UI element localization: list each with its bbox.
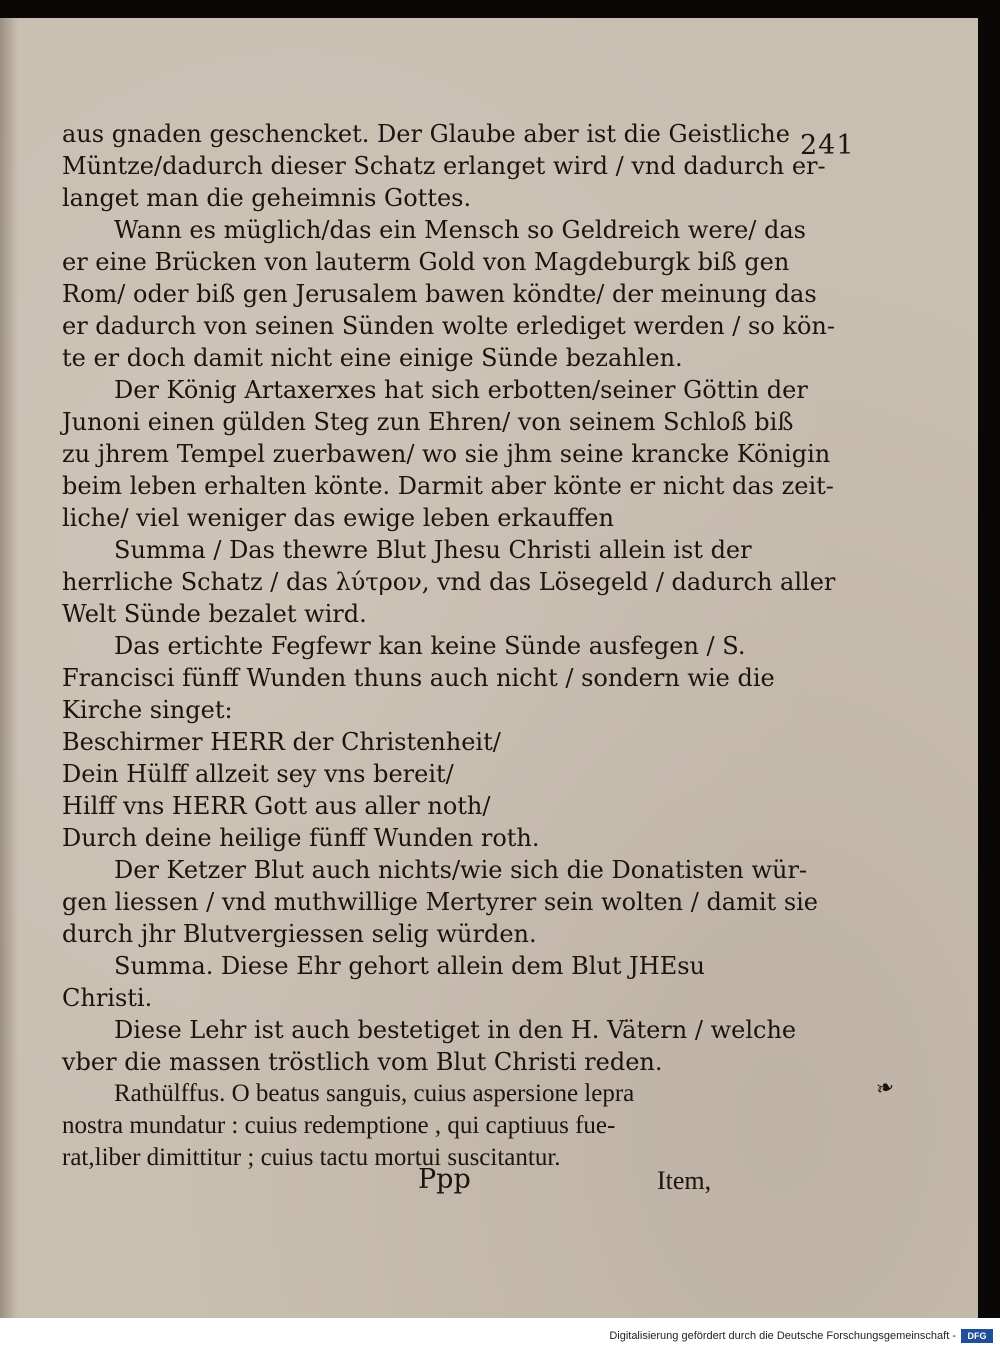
footer-bar <box>0 1318 1000 1355</box>
text-line: te er doch damit nicht eine einige Sünde bezahlen. <box>62 344 683 372</box>
text-line: langet man die geheimnis Gottes. <box>62 184 472 212</box>
text-line: er eine Brücken von lauterm Gold von Magdeburgk biß gen <box>62 248 790 276</box>
text-line: Junoni einen gülden Steg zun Ehren/ von seinem Schloß biß <box>62 408 794 436</box>
text-line: zu jhrem Tempel zuerbawen/ wo sie jhm seine krancke Königin <box>62 440 831 468</box>
text-line: Summa. Diese Ehr gehort allein dem Blut JHEsu <box>114 952 706 980</box>
text-line: Wann es müglich/das ein Mensch so Geldreich were/ das <box>114 216 806 244</box>
latin-line: nostra mundatur : cuius redemptione , qui captiuus fue- <box>62 1112 616 1139</box>
scanned-page <box>0 18 978 1318</box>
dfg-logo: DFG <box>961 1329 993 1343</box>
text-line: Rom/ oder biß gen Jerusalem bawen köndte/ der meinung das <box>62 280 817 308</box>
text-line: Diese Lehr ist auch bestetiget in den H. Vätern / welche <box>114 1016 797 1044</box>
text-line: Christi. <box>62 984 153 1012</box>
latin-line: rat,liber dimittitur ; cuius tactu mortui suscitantur. <box>62 1144 561 1171</box>
hymn-line: Hilff vns HERR Gott aus aller noth/ <box>62 792 491 820</box>
text-line: gen liessen / vnd muthwillige Mertyrer sein wolten / damit sie <box>62 888 819 916</box>
hymn-line: Beschirmer HERR der Christenheit/ <box>62 728 501 756</box>
text-line: Francisci fünff Wunden thuns auch nicht / sondern wie die <box>62 664 775 692</box>
text-line: Der Ketzer Blut auch nichts/wie sich die Donatisten wür- <box>114 856 808 884</box>
latin-line: Rathülffus. O beatus sanguis, cuius aspersione lepra <box>114 1080 635 1107</box>
text-line: er dadurch von seinen Sünden wolte erlediget werden / so kön- <box>62 312 835 340</box>
hymn-line: Dein Hülff allzeit sey vns bereit/ <box>62 760 454 788</box>
text-line: Der König Artaxerxes hat sich erbotten/seiner Göttin der <box>114 376 808 404</box>
signature-mark: Ppp <box>418 1164 471 1195</box>
page-number: 241 <box>800 130 855 161</box>
text-line: durch jhr Blutvergiessen selig würden. <box>62 920 537 948</box>
hymn-line: Durch deine heilige fünff Wunden roth. <box>62 824 540 852</box>
text-line: Kirche singet: <box>62 696 233 724</box>
text-line: vber die massen tröstlich vom Blut Christi reden. <box>62 1048 663 1076</box>
funding-credit: Digitalisierung gefördert durch die Deutsche Forschungsgemeinschaft - <box>609 1330 956 1342</box>
text-line: aus gnaden geschencket. Der Glaube aber ist die Geistliche <box>62 120 790 148</box>
margin-ink-mark: ❧ <box>873 1074 898 1103</box>
text-line: Summa / Das thewre Blut Jhesu Christi allein ist der <box>114 536 752 564</box>
text-line: Welt Sünde bezalet wird. <box>62 600 367 628</box>
text-line: Müntze/dadurch dieser Schatz erlanget wird / vnd dadurch er- <box>62 152 826 180</box>
text-line: herrliche Schatz / das λύτρον, vnd das Lösegeld / dadurch aller <box>62 568 836 596</box>
text-line: liche/ viel weniger das ewige leben erkauffen <box>62 504 614 532</box>
text-line: Das ertichte Fegfewr kan keine Sünde ausfegen / S. <box>114 632 746 660</box>
text-line: beim leben erhalten könte. Darmit aber könte er nicht das zeit- <box>62 472 834 500</box>
catchword: Item, <box>657 1166 712 1195</box>
